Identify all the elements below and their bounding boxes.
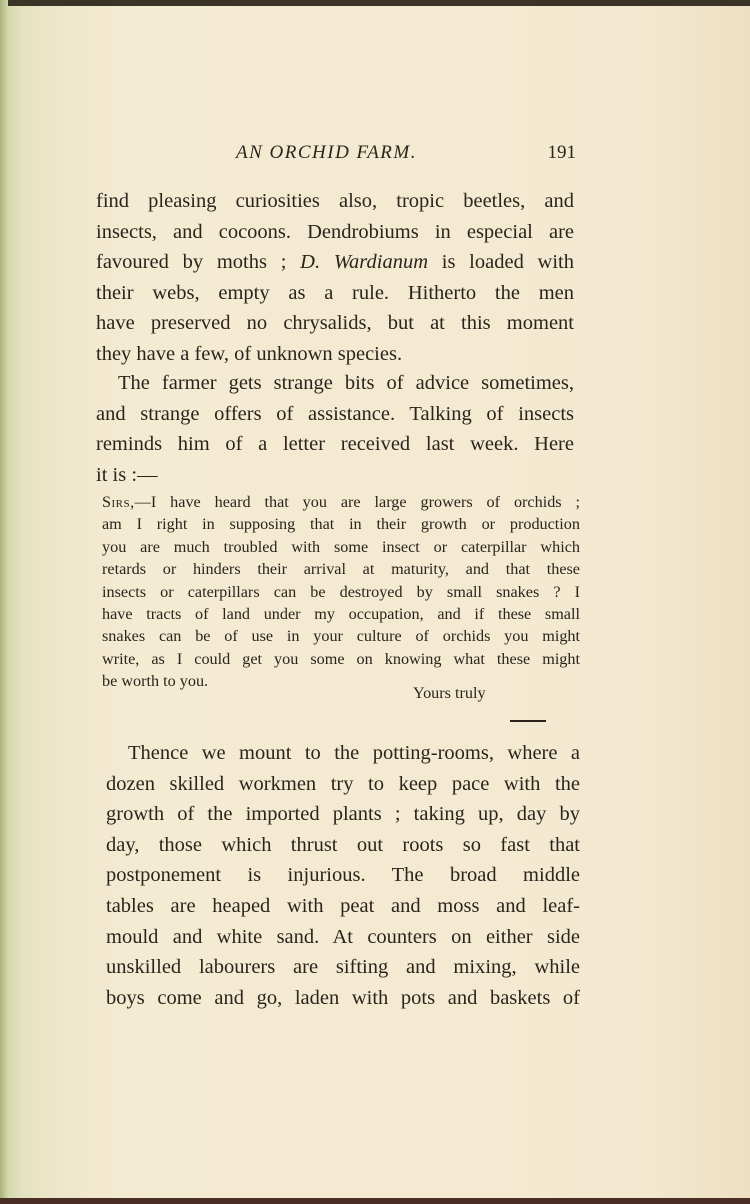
- text-line: tables are heaped with peat and moss and leaf-: [106, 894, 580, 917]
- text-line: have preserved no chrysalids, but at this moment: [96, 312, 574, 335]
- text-line: [96, 247, 574, 278]
- text-line: postponement is injurious. The broad middle: [106, 864, 580, 887]
- text-line: growth of the imported plants ; taking up, day by: [106, 803, 580, 826]
- text-line: be worth to you.: [102, 672, 209, 691]
- text-line: unskilled labourers are sifting and mixing, while: [106, 956, 580, 979]
- text-line: dozen skilled workmen try to keep pace with the: [106, 772, 580, 795]
- text-line: Thence we mount to the potting-rooms, where a: [128, 742, 580, 764]
- paragraph-1: [96, 186, 574, 370]
- text-line: find pleasing curiosities also, tropic beetles, and: [96, 190, 574, 212]
- text-fragment: favoured by moths ;: [96, 251, 287, 274]
- text-line: am I right in supposing that in their growth or production: [102, 515, 580, 534]
- text-line: snakes can be of use in your culture of orchids you might: [102, 627, 580, 646]
- text-fragment: —I have heard that you are large growers of orchids ;: [134, 493, 580, 511]
- text-line: day, those which thrust out roots so fast that: [106, 833, 580, 856]
- text-line: insects or caterpillars can be destroyed by small snakes ? I: [102, 582, 580, 601]
- text-line: insects, and cocoons. Dendrobiums in especial are: [96, 220, 574, 243]
- text-fragment: is loaded with: [441, 251, 575, 274]
- letter-closing: Yours truly: [413, 684, 486, 702]
- page-top-edge: [0, 0, 750, 6]
- text-line: boys come and go, laden with pots and baskets of: [106, 986, 580, 1009]
- text-line: [102, 491, 580, 513]
- page-left-edge: [0, 0, 8, 1204]
- species-name: D. Wardianum: [300, 251, 428, 274]
- paragraph-3: [106, 738, 580, 1013]
- text-line: mould and white sand. At counters on either side: [106, 925, 580, 948]
- quoted-letter: [102, 491, 580, 693]
- page-bottom-edge: [0, 1198, 750, 1204]
- running-title: AN ORCHID FARM.: [236, 142, 417, 163]
- text-line: retards or hinders their arrival at maturity, and that these: [102, 560, 580, 579]
- text-line: write, as I could get you some on knowing what these might: [102, 649, 580, 668]
- text-line: reminds him of a letter received last week. Here: [96, 433, 574, 456]
- text-line: have tracts of land under my occupation, and if these small: [102, 605, 580, 624]
- text-line: it is :—: [96, 463, 158, 486]
- text-line: The farmer gets strange bits of advice sometimes,: [118, 372, 574, 394]
- page-number: 191: [547, 142, 576, 163]
- section-rule: [510, 720, 546, 722]
- text-line: and strange offers of assistance. Talking of insects: [96, 402, 574, 425]
- text-line: they have a few, of unknown species.: [96, 342, 403, 365]
- paragraph-2: [96, 368, 574, 490]
- letter-salutation: Sirs,: [102, 493, 135, 511]
- page-header: [96, 142, 576, 170]
- text-line: their webs, empty as a rule. Hitherto the men: [96, 281, 574, 304]
- text-line: you are much troubled with some insect or caterpillar which: [102, 537, 580, 556]
